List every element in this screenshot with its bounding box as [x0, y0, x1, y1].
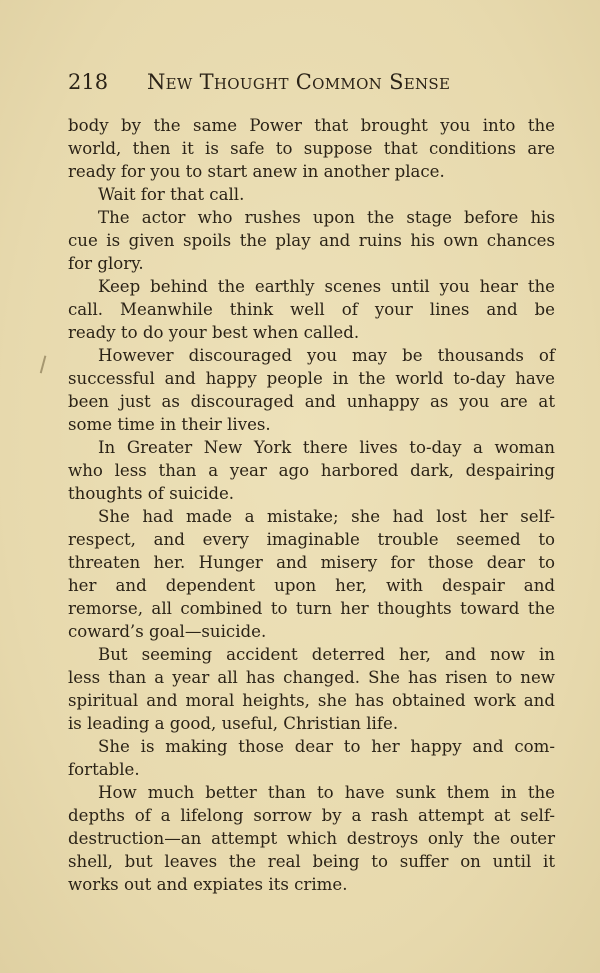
text-line: Wait for that call.: [98, 185, 245, 204]
text-line: body by the same Power that brought you into the: [68, 116, 555, 135]
text-line: less than a year all has changed. She has risen to new: [68, 668, 555, 687]
margin-mark: [40, 356, 50, 375]
paragraph: [68, 183, 555, 206]
text-line: How much better than to have sunk them in the: [98, 783, 555, 802]
paragraph: [68, 505, 555, 643]
paragraph: [68, 735, 555, 781]
text-line: She had made a mistake; she had lost her self-: [98, 507, 555, 526]
text-line: destruction—an attempt which destroys only the outer: [68, 829, 555, 848]
text-line: coward’s goal—suicide.: [68, 622, 267, 641]
text-line: remorse, all combined to turn her thoughts toward the: [68, 599, 555, 618]
text-line: cue is given spoils the play and ruins his own chances: [68, 231, 555, 250]
text-line: world, then it is safe to suppose that conditions are: [68, 139, 555, 158]
paragraph: [68, 436, 555, 505]
text-line: fortable.: [68, 760, 140, 779]
text-line: for glory.: [68, 254, 144, 273]
text-line: been just as discouraged and unhappy as you are at: [68, 392, 555, 411]
paragraph: [68, 206, 555, 275]
paragraph: [68, 781, 555, 896]
text-line: is leading a good, useful, Christian life.: [68, 714, 399, 733]
text-line: ready to do your best when called.: [68, 323, 360, 342]
text-line: depths of a lifelong sorrow by a rash attempt at self-: [68, 806, 555, 825]
text-line: some time in their lives.: [68, 415, 271, 434]
text-line: who less than a year ago harbored dark, despairing: [68, 461, 555, 480]
text-line: The actor who rushes upon the stage before his: [98, 208, 555, 227]
text-line: her and dependent upon her, with despair and: [68, 576, 555, 595]
text-line: Keep behind the earthly scenes until you hear the: [98, 277, 555, 296]
text-line: call. Meanwhile think well of your lines and be: [68, 300, 555, 319]
running-header: [68, 70, 555, 98]
text-line: But seeming accident deterred her, and now in: [98, 645, 555, 664]
page-body: [68, 114, 555, 896]
text-line: successful and happy people in the world to-day have: [68, 369, 555, 388]
text-line: respect, and every imaginable trouble seemed to: [68, 530, 555, 549]
running-title: New Thought Common Sense: [147, 70, 451, 94]
text-line: threaten her. Hunger and misery for those dear to: [68, 553, 555, 572]
text-line: spiritual and moral heights, she has obtained work and: [68, 691, 555, 710]
text-line: In Greater New York there lives to-day a woman: [98, 438, 555, 457]
paragraph: [68, 643, 555, 735]
text-line: She is making those dear to her happy and com-: [98, 737, 555, 756]
text-line: thoughts of suicide.: [68, 484, 235, 503]
page-number: 218: [68, 70, 109, 94]
paragraph: [68, 275, 555, 344]
text-line: shell, but leaves the real being to suffer on until it: [68, 852, 555, 871]
paragraph: [68, 344, 555, 436]
text-line: However discouraged you may be thousands of: [98, 346, 555, 365]
text-line: works out and expiates its crime.: [68, 875, 348, 894]
paragraph: [68, 114, 555, 183]
text-line: ready for you to start anew in another place.: [68, 162, 445, 181]
